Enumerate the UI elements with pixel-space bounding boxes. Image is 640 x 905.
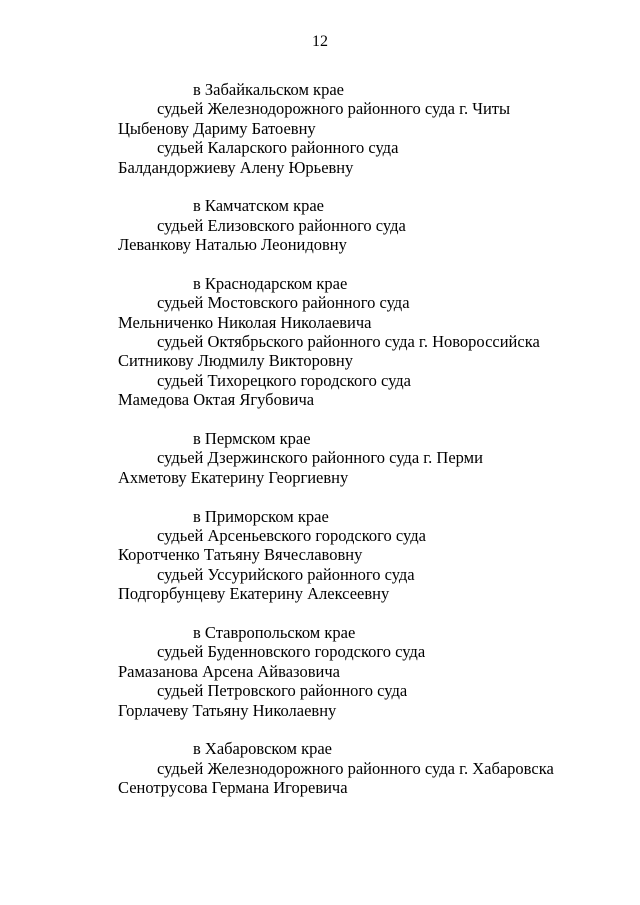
court-line: судьей Мостовского районного суда: [157, 293, 410, 313]
region-section: [0, 196, 640, 254]
person-name: Цыбенову Дариму Батоевну: [118, 118, 316, 138]
region-section: [0, 80, 640, 177]
person-name: Ситникову Людмилу Викторовну: [118, 351, 353, 371]
person-name: Коротченко Татьяну Вячеславовну: [118, 545, 363, 565]
court-line: судьей Каларского районного суда: [157, 138, 399, 158]
appointment-list: [0, 80, 640, 817]
court-line: судьей Буденновского городского суда: [157, 642, 426, 662]
court-line: судьей Уссурийского районного суда: [157, 564, 415, 584]
region-heading: в Ставропольском крае: [193, 622, 356, 642]
court-line: судьей Дзержинского районного суда г. Перми: [157, 448, 483, 468]
region-heading: в Камчатском крае: [193, 196, 324, 216]
court-line: судьей Арсеньевского городского суда: [157, 525, 426, 545]
region-section: [0, 739, 640, 797]
person-name: Балдандоржиеву Алену Юрьевну: [118, 157, 354, 177]
region-section: [0, 274, 640, 410]
person-name: Ахметову Екатерину Георгиевну: [118, 467, 349, 487]
region-heading: в Хабаровском крае: [193, 739, 332, 759]
region-heading: в Забайкальском крае: [193, 80, 344, 99]
court-line: судьей Железнодорожного районного суда г. Читы: [157, 99, 511, 119]
person-name: Мамедова Октая Ягубовича: [118, 390, 315, 410]
region-section: [0, 507, 640, 604]
person-name: Сенотрусова Германа Игоревича: [118, 778, 348, 798]
person-name: Подгорбунцеву Екатерину Алексеевну: [118, 584, 390, 604]
court-line: судьей Елизовского районного суда: [157, 215, 406, 235]
region-section: [0, 623, 640, 720]
region-heading: в Краснодарском крае: [193, 273, 348, 293]
court-line: судьей Октябрьского районного суда г. Новороссийска: [157, 332, 540, 352]
court-line: судьей Железнодорожного районного суда г. Хабаровска: [157, 758, 554, 778]
person-name: Рамазанова Арсена Айвазовича: [118, 661, 340, 681]
region-heading: в Пермском крае: [193, 429, 311, 449]
person-name: Мельниченко Николая Николаевича: [118, 312, 372, 332]
court-line: судьей Тихорецкого городского суда: [157, 370, 411, 390]
page-number: 12: [312, 33, 328, 50]
person-name: Горлачеву Татьяну Николаевну: [118, 700, 337, 720]
person-name: Леванкову Наталью Леонидовну: [118, 235, 347, 255]
region-section: [0, 429, 640, 487]
region-heading: в Приморском крае: [193, 506, 329, 526]
court-line: судьей Петровского районного суда: [157, 681, 408, 701]
